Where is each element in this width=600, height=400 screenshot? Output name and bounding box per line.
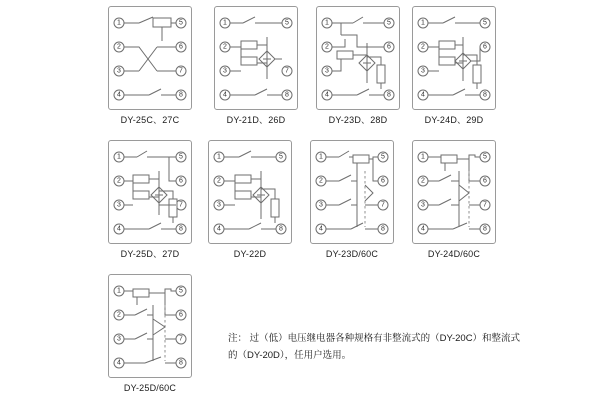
svg-text:1: 1 <box>319 153 323 161</box>
svg-text:1: 1 <box>217 153 221 161</box>
svg-text:6: 6 <box>387 43 391 51</box>
svg-text:1: 1 <box>117 19 121 27</box>
svg-text:4: 4 <box>421 225 425 233</box>
schematic-dy-24d-29d <box>413 7 495 109</box>
svg-text:3: 3 <box>421 201 425 209</box>
cell-caption: DY-25D、27D <box>120 249 180 259</box>
diagram-cell-dy-24d-29d <box>404 6 504 126</box>
schematic-dy-23d-28d <box>317 7 399 109</box>
svg-text:2: 2 <box>223 43 227 51</box>
terminal-box <box>208 140 292 244</box>
svg-text:4: 4 <box>319 225 323 233</box>
svg-text:5: 5 <box>179 19 183 27</box>
svg-text:2: 2 <box>117 43 121 51</box>
svg-text:8: 8 <box>387 91 391 99</box>
svg-text:6: 6 <box>179 43 183 51</box>
svg-text:6: 6 <box>381 177 385 185</box>
svg-text:5: 5 <box>381 153 385 161</box>
svg-text:8: 8 <box>285 91 289 99</box>
svg-text:6: 6 <box>483 177 487 185</box>
diagram-cell-dy-21d-26d <box>206 6 306 126</box>
svg-text:3: 3 <box>223 67 227 75</box>
schematic-dy-25d-27d <box>109 141 191 243</box>
svg-text:6: 6 <box>483 43 487 51</box>
svg-text:1: 1 <box>421 153 425 161</box>
svg-text:3: 3 <box>217 201 221 209</box>
svg-text:7: 7 <box>179 201 183 209</box>
svg-text:8: 8 <box>279 225 283 233</box>
terminal-box <box>108 140 192 244</box>
cell-caption: DY-24D/60C <box>427 249 481 259</box>
svg-text:7: 7 <box>179 335 183 343</box>
schematic-dy-25c-27c <box>109 7 191 109</box>
svg-text:2: 2 <box>319 177 323 185</box>
footnote-line-2: 的（DY-20D），任用户选用。 <box>228 350 352 361</box>
svg-text:5: 5 <box>179 153 183 161</box>
svg-text:8: 8 <box>483 225 487 233</box>
svg-text:2: 2 <box>421 177 425 185</box>
terminal-box <box>412 140 496 244</box>
terminal-box <box>108 274 192 378</box>
svg-text:2: 2 <box>217 177 221 185</box>
svg-text:6: 6 <box>179 177 183 185</box>
svg-text:6: 6 <box>179 311 183 319</box>
svg-text:4: 4 <box>325 91 329 99</box>
svg-text:4: 4 <box>117 91 121 99</box>
terminal-box <box>412 6 496 110</box>
schematic-dy-22d <box>209 141 291 243</box>
svg-text:3: 3 <box>421 67 425 75</box>
diagram-cell-dy-23d-60c <box>302 140 402 260</box>
schematic-dy-23d-60c <box>311 141 393 243</box>
svg-text:3: 3 <box>325 67 329 75</box>
svg-text:2: 2 <box>117 177 121 185</box>
svg-text:7: 7 <box>179 67 183 75</box>
diagram-cell-dy-23d-28d <box>308 6 408 126</box>
svg-text:2: 2 <box>421 43 425 51</box>
cell-caption: DY-24D、29D <box>424 115 484 125</box>
svg-text:3: 3 <box>117 335 121 343</box>
svg-text:1: 1 <box>117 153 121 161</box>
svg-text:4: 4 <box>117 359 121 367</box>
svg-text:5: 5 <box>483 19 487 27</box>
svg-text:5: 5 <box>279 153 283 161</box>
diagram-cell-dy-22d <box>200 140 300 260</box>
svg-text:7: 7 <box>285 67 289 75</box>
schematic-dy-21d-26d <box>215 7 297 109</box>
svg-text:4: 4 <box>117 225 121 233</box>
svg-text:3: 3 <box>117 67 121 75</box>
cell-caption: DY-25C、27C <box>120 115 180 125</box>
svg-text:7: 7 <box>381 201 385 209</box>
svg-text:1: 1 <box>223 19 227 27</box>
cell-caption: DY-23D、28D <box>328 115 388 125</box>
cell-caption: DY-22D <box>233 249 267 259</box>
diagram-cell-dy-25d-27d <box>100 140 200 260</box>
svg-text:8: 8 <box>483 91 487 99</box>
svg-text:1: 1 <box>421 19 425 27</box>
svg-text:1: 1 <box>117 287 121 295</box>
diagram-cell-dy-25d-60c <box>100 274 200 394</box>
svg-text:3: 3 <box>319 201 323 209</box>
schematic-dy-25d-60c <box>109 275 191 377</box>
schematic-dy-24d-60c <box>413 141 495 243</box>
diagram-cell-dy-25c-27c <box>100 6 200 126</box>
cell-caption: DY-21D、26D <box>226 115 286 125</box>
terminal-box <box>316 6 400 110</box>
svg-text:5: 5 <box>483 153 487 161</box>
svg-text:8: 8 <box>381 225 385 233</box>
svg-text:3: 3 <box>117 201 121 209</box>
cell-caption: DY-23D/60C <box>325 249 379 259</box>
svg-text:7: 7 <box>483 201 487 209</box>
terminal-box <box>310 140 394 244</box>
svg-text:5: 5 <box>285 19 289 27</box>
svg-text:2: 2 <box>117 311 121 319</box>
terminal-box <box>108 6 192 110</box>
svg-text:4: 4 <box>421 91 425 99</box>
diagram-cell-dy-24d-60c <box>404 140 504 260</box>
footnote-line-1: 注： 过（低）电压继电器各种规格有非整流式的（DY-20C）和整流式 <box>228 333 521 344</box>
svg-text:4: 4 <box>217 225 221 233</box>
svg-text:5: 5 <box>387 19 391 27</box>
cell-caption: DY-25D/60C <box>123 383 177 393</box>
svg-text:5: 5 <box>179 287 183 295</box>
svg-text:4: 4 <box>223 91 227 99</box>
footnote <box>228 330 588 364</box>
svg-text:1: 1 <box>325 19 329 27</box>
terminal-box <box>214 6 298 110</box>
svg-text:8: 8 <box>179 91 183 99</box>
svg-text:8: 8 <box>179 225 183 233</box>
svg-text:2: 2 <box>325 43 329 51</box>
svg-text:8: 8 <box>179 359 183 367</box>
